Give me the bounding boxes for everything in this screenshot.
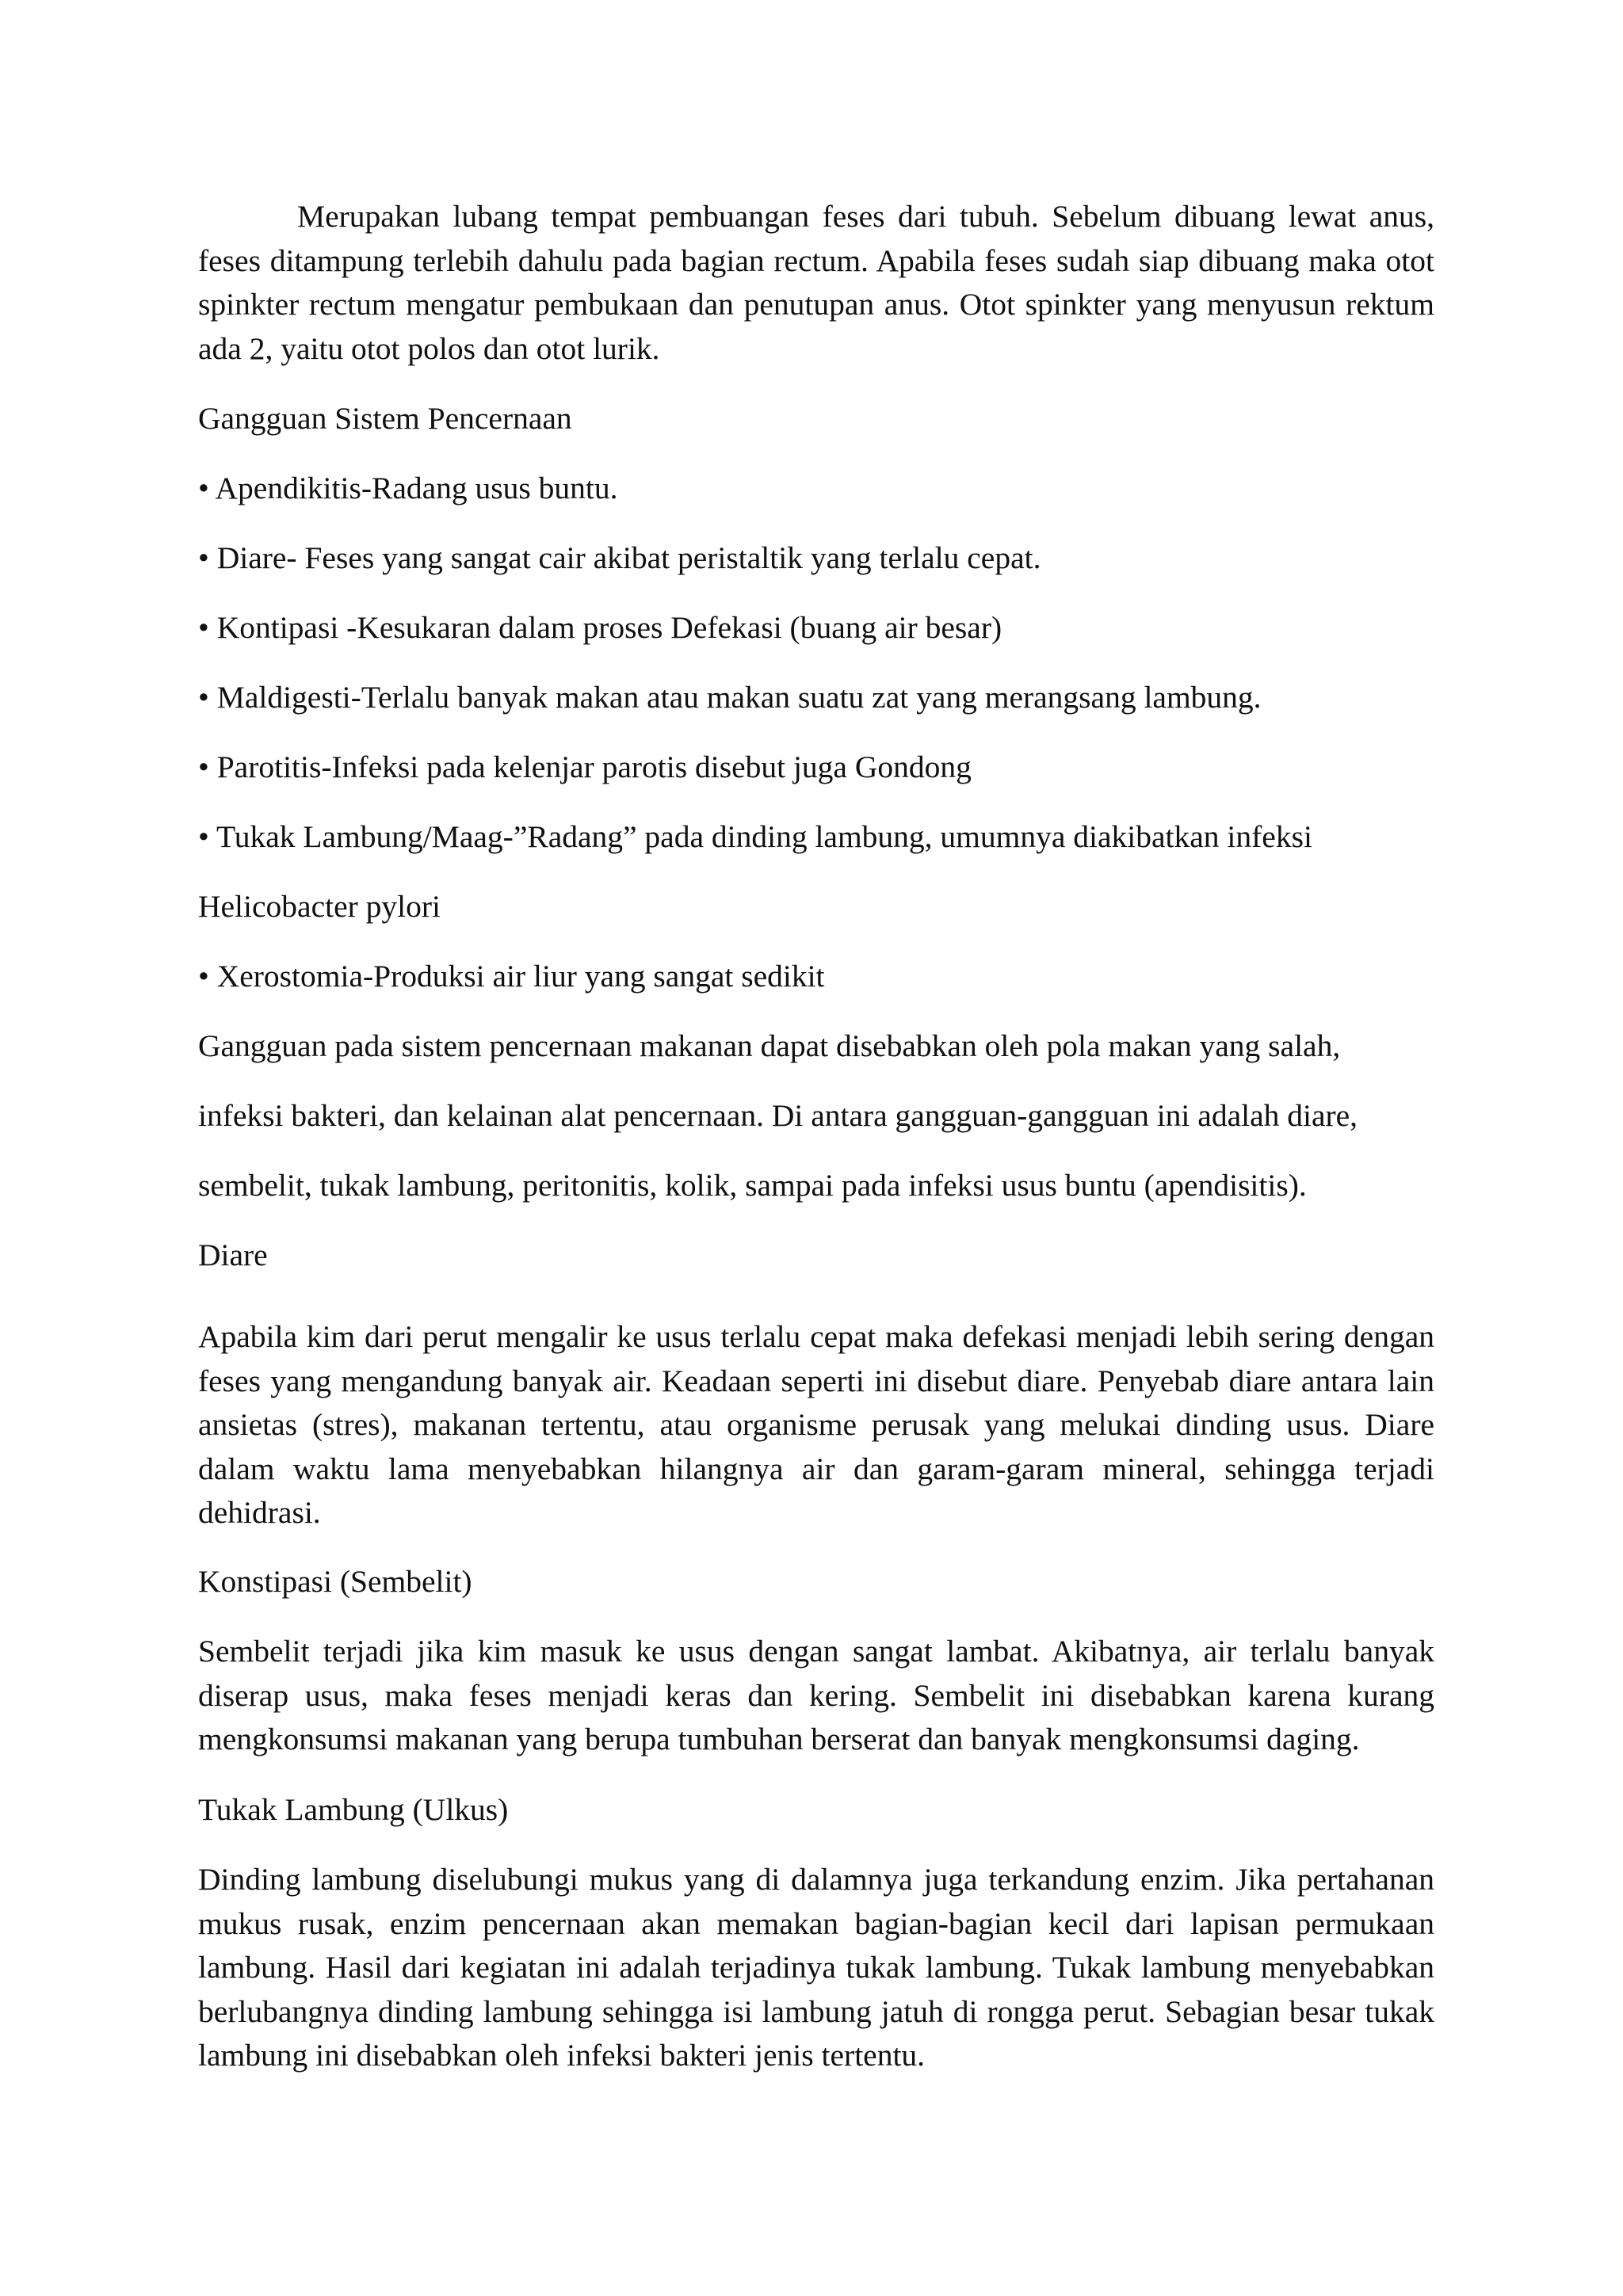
tukak-lambung-paragraph: Dinding lambung diselubungi mukus yang di dalamnya juga terkandung enzim. Jika pertahanan mukus rusak, enzim pencernaan akan memakan bagian-bagian kecil dari lapisan permukaan lambung. Hasil dari kegiatan ini adalah terjadinya tukak lambung. Tukak lambung menyebabkan berlubangnya dinding lambung sehingga isi lambung jatuh di rongga perut. Sebagian besar tukak lambung ini disebabkan oleh infeksi bakteri jenis tertentu. [198, 1862, 1434, 2073]
section-title: Gangguan Sistem Pencernaan [198, 401, 572, 436]
list-item: • Parotitis-Infeksi pada kelenjar parotis disebut juga Gondong [198, 749, 972, 784]
list-item: • Diare- Feses yang sangat cair akibat peristaltik yang terlalu cepat. [198, 540, 1041, 575]
list-item: • Kontipasi -Kesukaran dalam proses Defekasi (buang air besar) [198, 610, 1002, 645]
list-item: • Xerostomia-Produksi air liur yang sangat sedikit [198, 959, 825, 994]
tukak-lambung-heading: Tukak Lambung (Ulkus) [198, 1792, 509, 1827]
diare-paragraph: Apabila kim dari perut mengalir ke usus terlalu cepat maka defekasi menjadi lebih sering dengan feses yang mengandung banyak air. Keadaan seperti ini disebut diare. Penyebab diare antara lain ansietas (stres), makanan tertentu, atau organisme perusak yang melukai dinding usus. Diare dalam waktu lama menyebabkan hilangnya air dan garam-garam mineral, sehingga terjadi dehidrasi. [198, 1319, 1434, 1530]
summary-line: sembelit, tukak lambung, peritonitis, kolik, sampai pada infeksi usus buntu (apendisitis). [198, 1168, 1307, 1203]
diare-heading: Diare [198, 1238, 268, 1272]
konstipasi-heading: Konstipasi (Sembelit) [198, 1564, 472, 1599]
list-item: • Tukak Lambung/Maag-”Radang” pada dinding lambung, umumnya diakibatkan infeksi [198, 819, 1312, 854]
list-item: • Maldigesti-Terlalu banyak makan atau makan suatu zat yang merangsang lambung. [198, 680, 1262, 715]
list-item: • Apendikitis-Radang usus buntu. [198, 471, 618, 505]
summary-line: infeksi bakteri, dan kelainan alat pencernaan. Di antara gangguan-gangguan ini adalah diare, [198, 1098, 1358, 1133]
intro-paragraph: Merupakan lubang tempat pembuangan feses dari tubuh. Sebelum dibuang lewat anus, feses ditampung terlebih dahulu pada bagian rectum. Apabila feses sudah siap dibuang maka otot spinkter rectum mengatur pembukaan dan penutupan anus. Otot spinkter yang menyusun rektum ada 2, yaitu otot polos dan otot lurik. [198, 199, 1434, 366]
summary-line: Gangguan pada sistem pencernaan makanan dapat disebabkan oleh pola makan yang salah, [198, 1028, 1341, 1063]
list-item-continuation: Helicobacter pylori [198, 889, 441, 924]
konstipasi-paragraph: Sembelit terjadi jika kim masuk ke usus dengan sangat lambat. Akibatnya, air terlalu banyak diserap usus, maka feses menjadi keras dan kering. Sembelit ini disebabkan karena kurang mengkonsumsi makanan yang berupa tumbuhan berserat dan banyak mengkonsumsi daging. [198, 1634, 1434, 1756]
